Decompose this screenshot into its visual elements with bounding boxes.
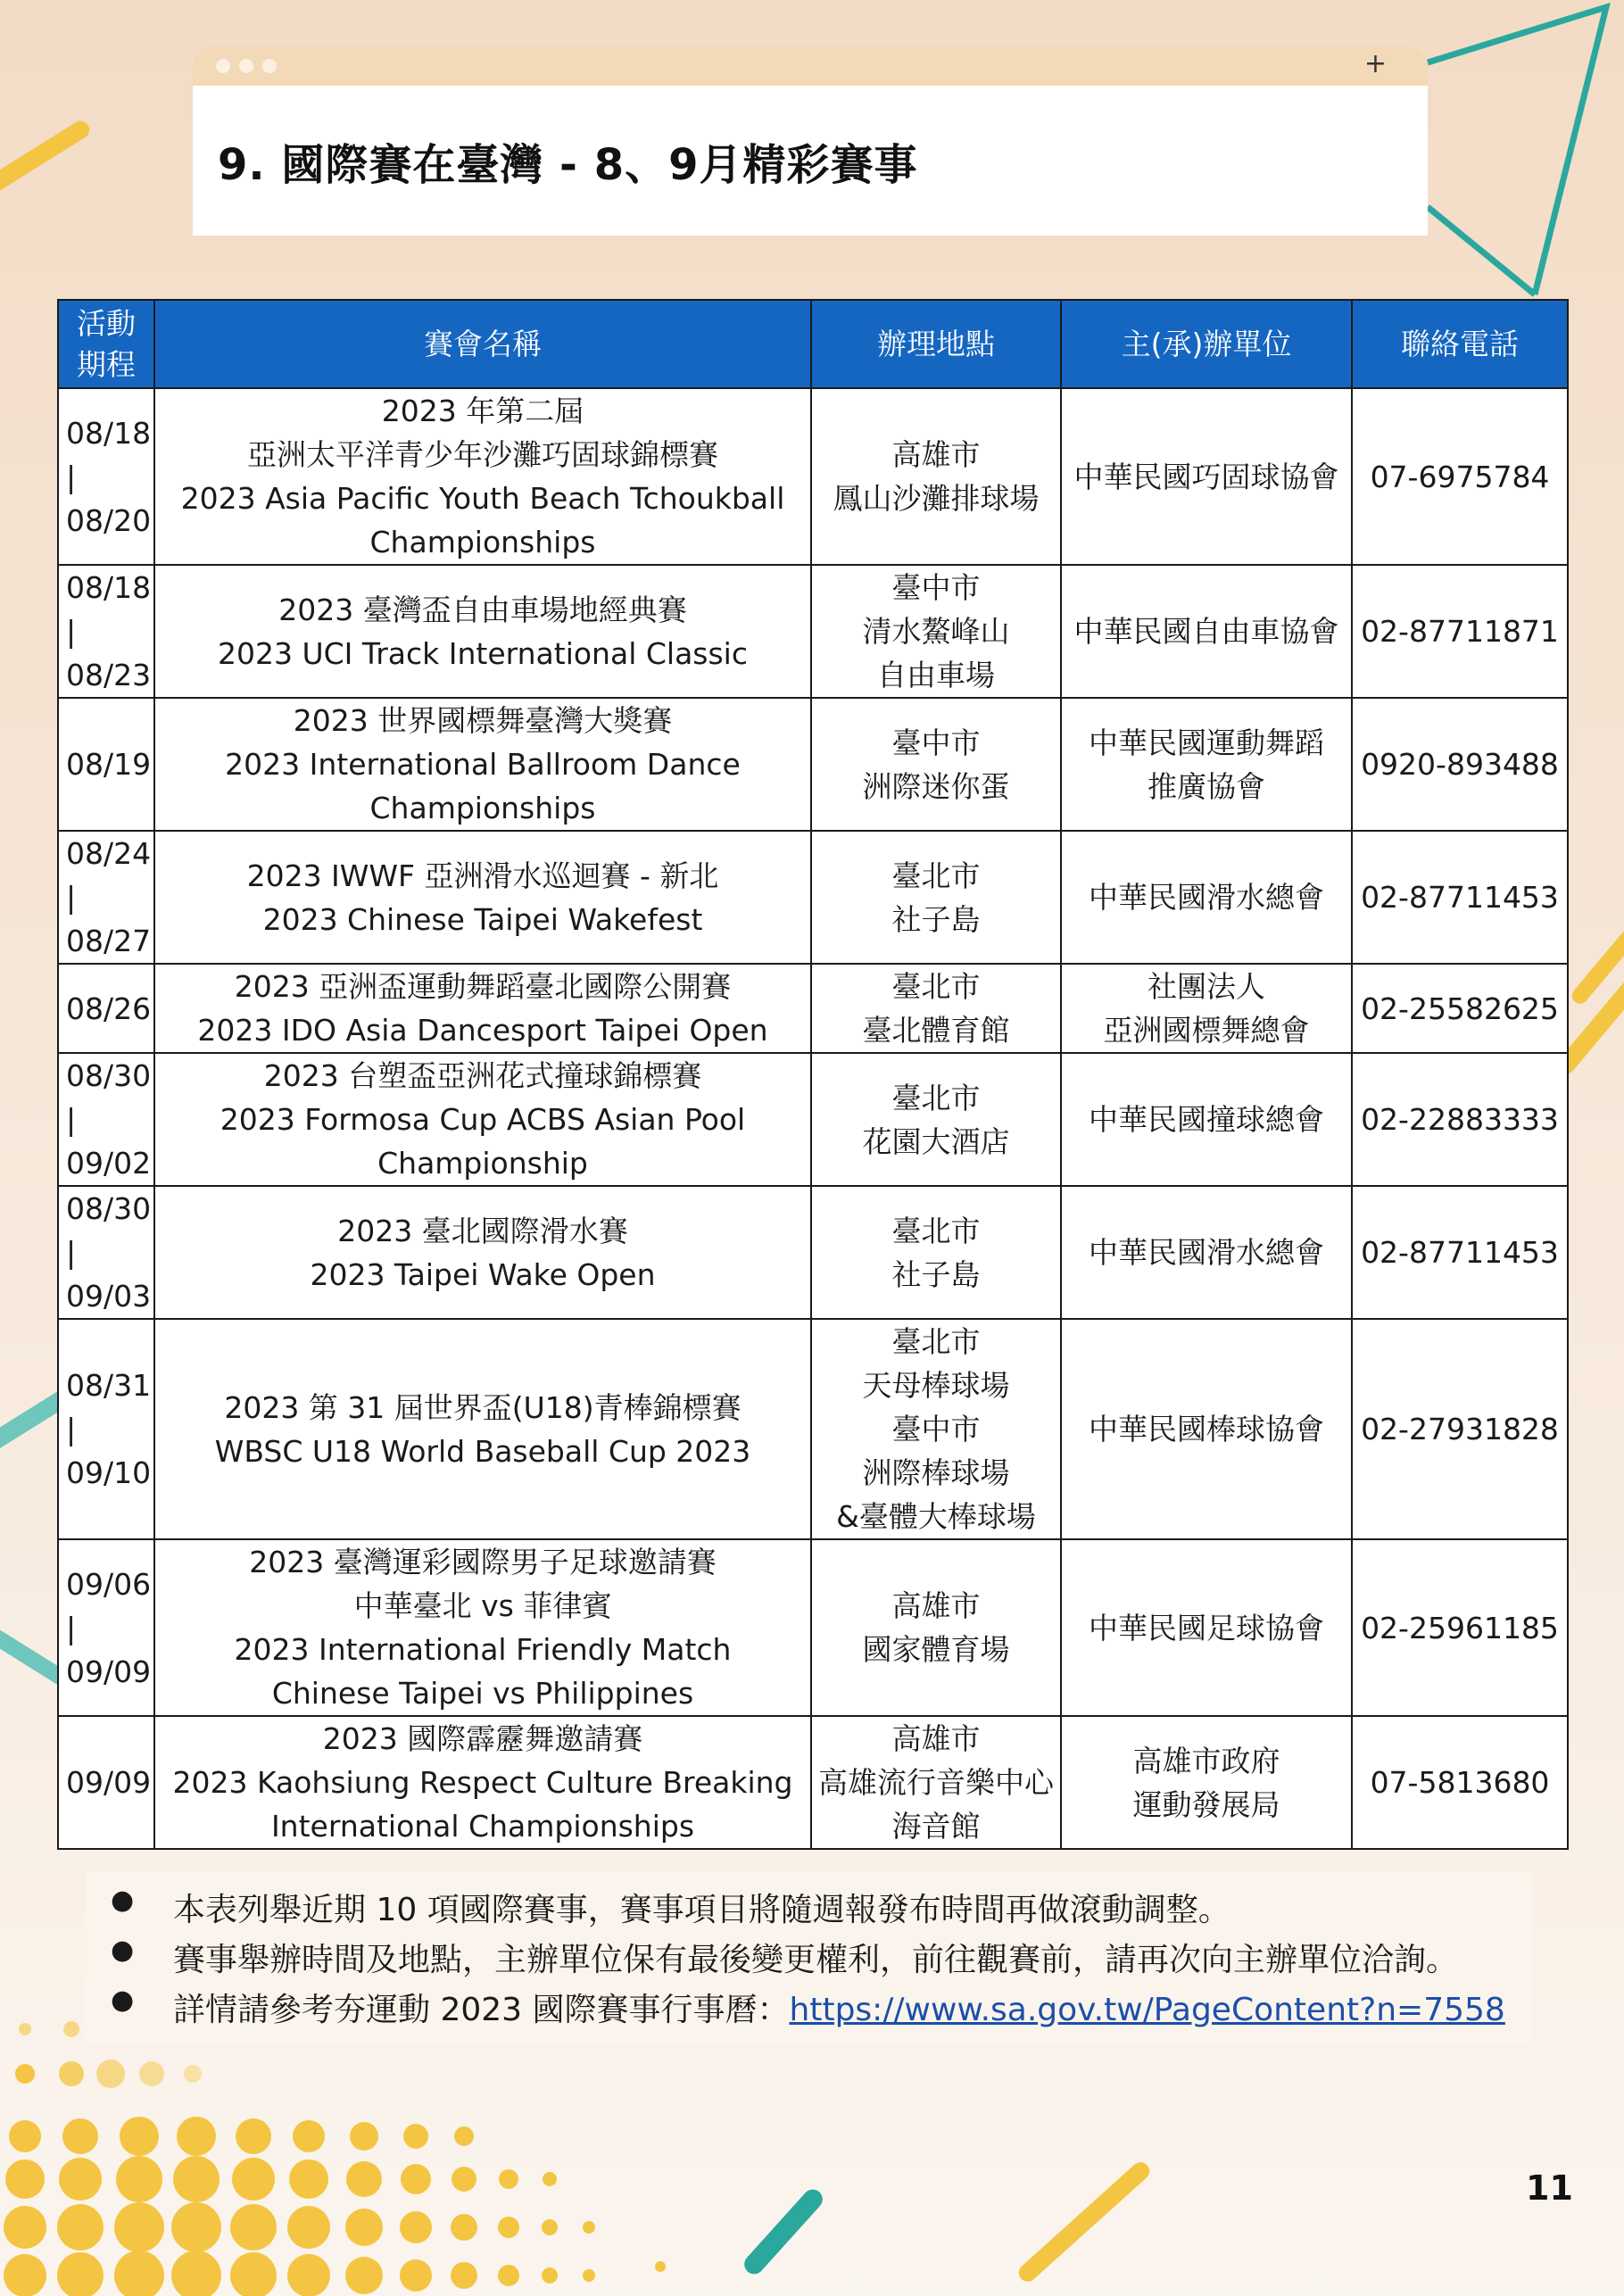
cell-name [154,1539,811,1716]
cell-venue [811,1319,1061,1539]
cell-name-line: Championship [377,1146,588,1181]
cell-phone: 07-5813680 [1352,1716,1568,1849]
table-row [58,1186,1568,1319]
cell-date-line: | [66,1235,77,1270]
cell-organizer [1061,698,1352,831]
cell-name-line: 2023 UCI Track International Classic [218,635,748,671]
cell-name-line: 2023 IWWF 亞洲滑水巡迴賽 - 新北 [246,858,719,893]
cell-venue-line: 海音館 [891,1809,981,1844]
cell-organizer [1061,1319,1352,1539]
cell-organizer-line: 中華民國撞球總會 [1089,1102,1324,1137]
cell-organizer [1061,565,1352,698]
cell-name-line: 2023 Kaohsiung Respect Culture Breaking [172,1765,793,1800]
cell-name-line: 2023 亞洲盃運動舞蹈臺北國際公開賽 [234,969,732,1004]
cell-name-line: Chinese Taipei vs Philippines [271,1676,694,1711]
cell-organizer [1061,388,1352,565]
cell-date-line: 08/24 [66,836,152,871]
cell-name [154,388,811,565]
cell-phone: 02-22883333 [1352,1053,1568,1186]
cell-name [154,1186,811,1319]
cell-venue [811,964,1061,1053]
teal-stripe-bottom [741,2185,827,2278]
cell-venue [811,388,1061,565]
page-title: 9. 國際賽在臺灣 - 8、9月精彩賽事 [218,140,918,190]
cell-phone: 02-25582625 [1352,964,1568,1053]
events-table [57,299,1569,1850]
cell-date-line: 08/18 [66,415,152,451]
note-prefix: 詳情請參考夯運動 2023 國際賽事行事曆： [173,1992,790,2028]
cell-venue-line: 高雄市 [891,1721,981,1756]
cell-venue-line: 高雄市 [891,437,981,472]
cell-venue [811,1539,1061,1716]
cell-date-line: 08/30 [66,1058,152,1093]
cell-name-line: 2023 Chinese Taipei Wakefest [262,901,703,937]
cell-phone: 02-25961185 [1352,1539,1568,1716]
cell-name-line: 2023 International Ballroom Dance [225,747,741,782]
cell-date-line: 08/31 [66,1368,152,1403]
cell-organizer-line: 亞洲國標舞總會 [1103,1013,1310,1048]
cell-name-line: WBSC U18 World Baseball Cup 2023 [214,1433,751,1469]
bullet-icon: ● [111,1985,135,2016]
cell-venue-line: 臺中市 [891,570,981,605]
cell-organizer [1061,831,1352,964]
yellow-dot-pattern [4,2019,666,2296]
table-row [58,1539,1568,1716]
window-dots [216,59,277,73]
cell-phone: 02-87711871 [1352,565,1568,698]
cell-organizer-line: 運動發展局 [1132,1786,1280,1822]
cell-date [58,1716,154,1849]
cell-organizer-line: 中華民國自由車協會 [1073,614,1339,649]
cell-venue [811,831,1061,964]
cell-name-line: 中華臺北 vs 菲律賓 [353,1588,612,1623]
cell-venue-line: 清水鰲峰山 [862,614,1010,649]
cell-date-line: 08/23 [66,658,152,692]
cell-date [58,698,154,831]
cell-venue-line: 臺北市 [891,1080,981,1115]
cell-date [58,565,154,698]
cell-organizer-line: 中華民國巧固球協會 [1073,459,1339,494]
cell-venue-line: 臺北市 [891,1324,981,1359]
header-phone: 聯絡電話 [1352,300,1568,388]
teal-triangle-line [1428,207,1535,294]
cell-venue-line: 社子島 [891,901,981,937]
cell-venue-line: 天母棒球場 [862,1368,1010,1403]
table-row [58,698,1568,831]
header-date: 活動 期程 [58,300,154,388]
table-header-row [58,300,1568,388]
cell-organizer [1061,1186,1352,1319]
calendar-link[interactable]: https://www.sa.gov.tw/PageContent?n=7558 [789,1992,1505,2028]
cell-date-line: | [66,1412,77,1446]
cell-name [154,698,811,831]
cell-venue [811,1186,1061,1319]
cell-date-line: 08/19 [66,747,152,782]
cell-name [154,831,811,964]
cell-name [154,1053,811,1186]
cell-venue-line: 臺中市 [891,725,981,760]
table-row [58,565,1568,698]
cell-date [58,831,154,964]
cell-name-line: 2023 世界國標舞臺灣大獎賽 [293,703,673,738]
cell-venue-line: 臺北市 [891,1213,981,1248]
cell-name-line: 亞洲太平洋青少年沙灘巧固球錦標賽 [247,437,718,472]
cell-name [154,1319,811,1539]
cell-organizer-line: 推廣協會 [1148,768,1265,804]
cell-date-line: | [66,1610,77,1645]
notes-box: ● 本表列舉近期 10 項國際賽事，賽事項目將隨週報發布時間再做滾動調整。 ● 賽事舉辦時間及地點，主辦單位保有最後變更權利，前往觀賽前，請再次向主辦單位洽詢。 ● 詳情請參考夯運動 2023 國際賽事行事曆：https://www.sa.gov.tw/PageContent?n=7558 [86,1872,1531,2045]
cell-organizer [1061,964,1352,1053]
cell-venue-line: 自由車場 [877,658,995,692]
bullet-icon: ● [111,1935,135,1966]
cell-venue-line: 國家體育場 [862,1632,1010,1667]
cell-venue-line: 高雄市 [891,1588,981,1623]
yellow-stripe-bottom [1015,2159,1154,2285]
cell-name-line: 2023 年第二屆 [381,394,584,428]
cell-organizer-line: 中華民國運動舞蹈 [1089,725,1324,760]
cell-name-line: 2023 台塑盃亞洲花式撞球錦標賽 [263,1058,702,1093]
cell-phone: 07-6975784 [1352,388,1568,565]
cell-organizer-line: 高雄市政府 [1132,1743,1280,1778]
cell-organizer-line: 中華民國滑水總會 [1089,880,1324,915]
cell-venue [811,1716,1061,1849]
cell-name-line: 2023 International Friendly Match [234,1632,732,1667]
cell-organizer-line: 中華民國滑水總會 [1089,1235,1324,1270]
cell-date-line: 09/09 [66,1765,152,1800]
cell-venue-line: 臺北市 [891,858,981,893]
cell-venue-line: &臺體大棒球場 [836,1499,1036,1534]
table-row [58,1319,1568,1539]
cell-date-line: | [66,459,77,494]
cell-name-line: 2023 Asia Pacific Youth Beach Tchoukball [180,481,785,516]
cell-date-line: 09/03 [66,1279,152,1314]
cell-name-line: Championships [369,791,596,825]
table-row [58,831,1568,964]
cell-date [58,1539,154,1716]
cell-name [154,565,811,698]
cell-date-line: 08/26 [66,991,152,1026]
cell-venue-line: 臺中市 [891,1412,981,1446]
cell-organizer [1061,1716,1352,1849]
cell-date [58,1186,154,1319]
cell-name-line: 2023 Formosa Cup ACBS Asian Pool [220,1102,746,1137]
header-organizer: 主(承)辦單位 [1061,300,1352,388]
cell-date-line: | [66,614,77,649]
cell-name-line: 2023 第 31 屆世界盃(U18)青棒錦標賽 [224,1389,742,1425]
title-card [193,86,1428,236]
table-row [58,1053,1568,1186]
cell-organizer [1061,1539,1352,1716]
cell-organizer [1061,1053,1352,1186]
cell-venue [811,698,1061,831]
table-row [58,964,1568,1053]
cell-date-line: 09/02 [66,1146,152,1181]
cell-venue-line: 洲際棒球場 [862,1455,1010,1490]
plus-icon: + [1363,48,1387,79]
cell-name-line: 2023 IDO Asia Dancesport Taipei Open [197,1013,768,1048]
cell-name [154,1716,811,1849]
bullet-icon: ● [111,1885,135,1916]
table-row [58,388,1568,565]
cell-venue [811,565,1061,698]
cell-name-line: International Championships [270,1809,695,1844]
yellow-stripe-right-2 [1569,901,1624,1007]
cell-date-line: 09/06 [66,1566,152,1602]
yellow-stripe-left [0,118,93,203]
cell-phone: 0920-893488 [1352,698,1568,831]
table-body [58,388,1568,1849]
cell-date-line: | [66,880,77,915]
cell-organizer-line: 中華民國足球協會 [1089,1610,1324,1645]
cell-venue-line: 社子島 [891,1256,981,1292]
cell-date-line: 08/18 [66,570,152,605]
cell-venue-line: 高雄流行音樂中心 [818,1765,1054,1800]
cell-date [58,388,154,565]
table-row [58,1716,1568,1849]
header-name: 賽會名稱 [154,300,811,388]
title-card-header [193,46,1428,86]
cell-phone: 02-87711453 [1352,1186,1568,1319]
cell-venue-line: 花園大酒店 [862,1123,1010,1159]
cell-name-line: Championships [369,525,596,559]
page-number: 11 [1526,2168,1573,2208]
cell-name-line: 2023 臺灣運彩國際男子足球邀請賽 [249,1545,717,1579]
cell-date-line: 08/30 [66,1191,152,1226]
cell-venue-line: 臺北體育館 [862,1013,1010,1048]
cell-date-line: 09/10 [66,1455,152,1490]
cell-organizer-line: 中華民國棒球協會 [1089,1412,1324,1446]
cell-name-line: 2023 Taipei Wake Open [310,1256,656,1292]
cell-venue-line: 洲際迷你蛋 [862,768,1010,804]
cell-phone: 02-87711453 [1352,831,1568,964]
cell-date-line: 09/09 [66,1654,152,1689]
teal-triangle-outline [1428,7,1606,294]
cell-venue-line: 鳳山沙灘排球場 [833,481,1040,516]
cell-date-line: | [66,1102,77,1137]
cell-date-line: 08/20 [66,502,152,538]
cell-date [58,964,154,1053]
cell-date [58,1053,154,1186]
cell-venue-line: 臺北市 [891,969,981,1004]
cell-name-line: 2023 國際霹靂舞邀請賽 [322,1721,643,1756]
cell-organizer-line: 社團法人 [1148,969,1265,1004]
cell-date-line: 08/27 [66,924,152,958]
cell-phone: 02-27931828 [1352,1319,1568,1539]
cell-name-line: 2023 臺灣盃自由車場地經典賽 [278,592,687,627]
cell-venue [811,1053,1061,1186]
cell-name-line: 2023 臺北國際滑水賽 [337,1213,628,1248]
cell-name [154,964,811,1053]
cell-date [58,1319,154,1539]
header-venue: 辦理地點 [811,300,1061,388]
